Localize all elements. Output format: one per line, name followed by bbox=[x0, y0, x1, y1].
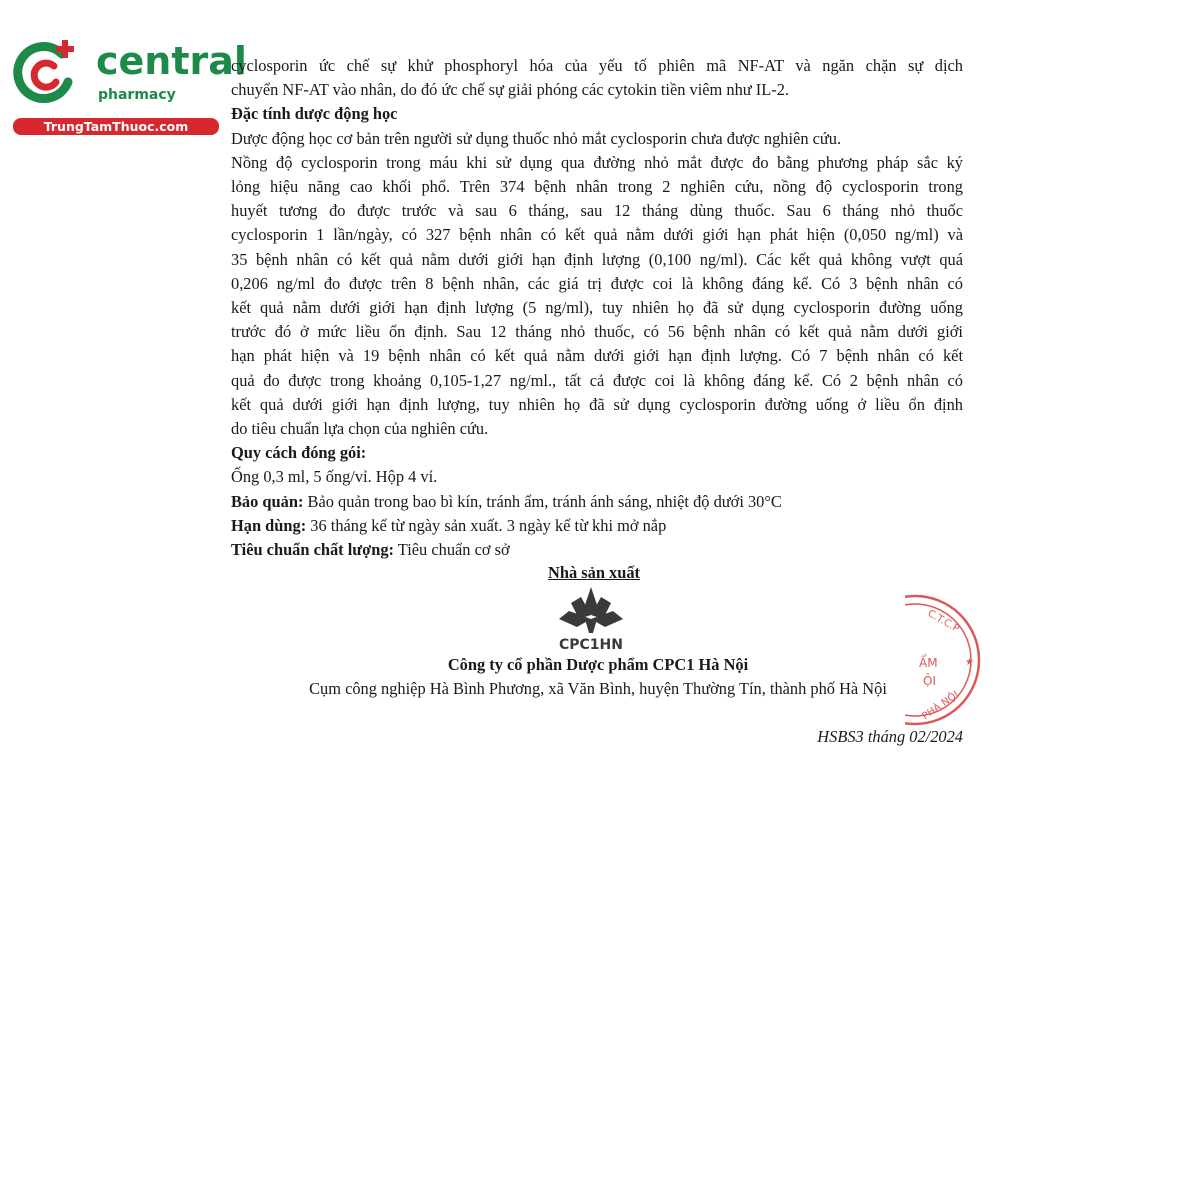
quality-label: Tiêu chuẩn chất lượng: bbox=[231, 540, 394, 560]
storage-label: Bảo quản: bbox=[231, 491, 304, 511]
stamp-star-icon: ★ bbox=[965, 657, 974, 668]
intro-line: cyclosporin ức chế sự khử phosphoryl hóa của yếu tố phiên mã NF-AT và ngăn chặn sự dịch bbox=[231, 56, 963, 75]
pk-line: hạn phát hiện và 19 bệnh nhân có kết quả nằm dưới giới hạn định lượng. Có 7 bệnh nhân có kết bbox=[231, 346, 963, 366]
stamp-text: ẨM bbox=[919, 656, 938, 670]
stamp-text: ỘI bbox=[923, 674, 936, 688]
pk-line: Nồng độ cyclosporin trong máu khi sử dụng qua đường nhỏ mắt được đo bằng phương pháp sắc ký bbox=[231, 152, 963, 172]
storage-text: Bảo quản trong bao bì kín, tránh ẩm, tránh ánh sáng, nhiệt độ dưới 30°C bbox=[307, 491, 782, 511]
pk-line: kết quả dưới giới hạn định lượng, tuy nhiên họ đã sử dụng cyclosporin đường uống ở liều ổn định bbox=[231, 394, 963, 414]
pk-line: 35 bệnh nhân có kết quả nằm dưới giới hạn định lượng (0,100 ng/ml). Các kết quả không vượt quá bbox=[231, 249, 963, 269]
pk-heading: Đặc tính dược động học bbox=[231, 104, 398, 124]
intro-line: chuyển NF-AT vào nhân, do đó ức chế sự giải phóng các cytokin tiền viêm như IL-2. bbox=[231, 80, 790, 100]
pk-line: cyclosporin 1 lần/ngày, có 327 bệnh nhân có kết quả nằm dưới giới hạn phát hiện (0,050 ng/ml) và bbox=[231, 225, 963, 245]
stamp-text: C.T.C.P bbox=[925, 608, 961, 635]
pk-line: trước đó ở mức liều ổn định. Sau 12 tháng nhỏ thuốc, có 56 bệnh nhân có kết quả nằm dưới giới bbox=[231, 322, 963, 342]
central-pharmacy-logo-icon bbox=[10, 38, 82, 110]
cpc1hn-logo-icon bbox=[555, 585, 627, 655]
cpc1hn-logo-text: CPC1HN bbox=[559, 637, 623, 653]
pk-line: do tiêu chuẩn lựa chọn của nghiên cứu. bbox=[231, 419, 489, 439]
document-body bbox=[231, 54, 963, 562]
pk-line: huyết tương đo được trước và sau 6 tháng, sau 12 tháng dùng thuốc. Sau 6 tháng nhỏ thuốc bbox=[231, 201, 963, 221]
pk-line: kết quả nằm dưới giới hạn định lượng (5 ng/ml), tuy nhiên họ đã sử dụng cyclosporin đường uống bbox=[231, 298, 963, 318]
packaging-heading: Quy cách đóng gói: bbox=[231, 443, 367, 463]
brand-logo bbox=[10, 38, 247, 138]
pk-line: quả đo được trong khoảng 0,105-1,27 ng/ml., tất cả được coi là không đáng kể. Có 2 bệnh nhân có bbox=[231, 370, 963, 390]
shelf-life-text: 36 tháng kể từ ngày sản xuất. 3 ngày kể từ khi mở nắp bbox=[310, 515, 667, 535]
manufacturer-name: Công ty cổ phần Dược phẩm CPC1 Hà Nội bbox=[447, 655, 749, 674]
quality-row bbox=[231, 538, 963, 562]
manufacturer-address: Cụm công nghiệp Hà Bình Phương, xã Văn Bình, huyện Thường Tín, thành phố Hà Nội bbox=[309, 679, 887, 698]
brand-name: central bbox=[96, 39, 247, 83]
manufacturer-heading: Nhà sản xuất bbox=[548, 563, 640, 582]
pk-line: lỏng hiệu năng cao khối phổ. Trên 374 bệnh nhân trong 2 nghiên cứu, nồng độ cyclosporin trong bbox=[231, 177, 963, 197]
pk-line: Dược động học cơ bản trên người sử dụng thuốc nhỏ mắt cyclosporin chưa được nghiên cứu. bbox=[231, 128, 842, 148]
quality-text: Tiêu chuẩn cơ sở bbox=[397, 540, 510, 560]
brand-subtitle: pharmacy bbox=[98, 87, 176, 103]
pk-line: 0,206 ng/ml đo được trên 8 bệnh nhân, các giá trị được coi là không đáng kể. Có 3 bệnh nhân có bbox=[231, 273, 963, 293]
document-code: HSBS3 tháng 02/2024 bbox=[817, 727, 963, 746]
shelf-life-row bbox=[231, 514, 963, 538]
packaging-text: Ống 0,3 ml, 5 ống/vỉ. Hộp 4 vỉ. bbox=[231, 467, 438, 487]
storage-row bbox=[231, 490, 963, 514]
shelf-life-label: Hạn dùng: bbox=[231, 515, 307, 535]
brand-website: TrungTamThuoc.com bbox=[13, 118, 219, 135]
stamp-text: PHÀ NỘI bbox=[920, 689, 962, 723]
company-stamp bbox=[905, 585, 985, 735]
